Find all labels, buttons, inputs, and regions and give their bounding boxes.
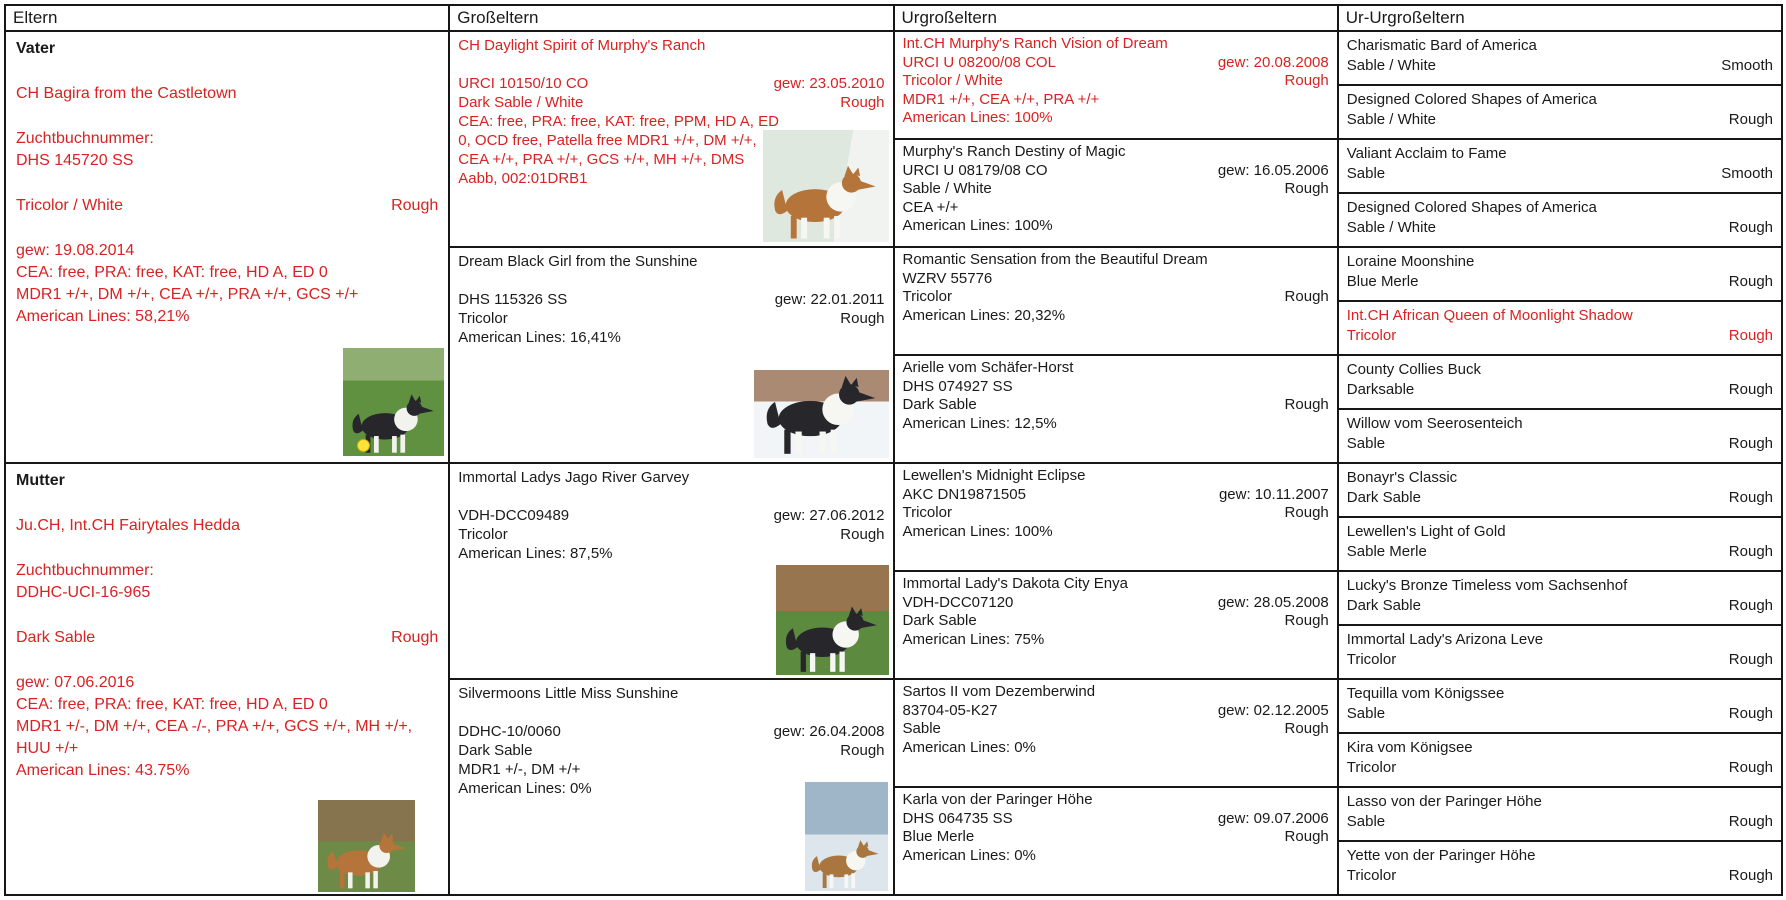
studbook-number: DHS 145720 SS: [16, 152, 134, 169]
greatgreatgrandparent-cell-3: [1339, 140, 1781, 192]
grandparent-cell-3: [450, 464, 892, 678]
birthdate: gew: 19.08.2014: [16, 242, 135, 259]
american-lines: American Lines: 0%: [902, 846, 1036, 864]
dog-name: Lewellen's Midnight Eclipse: [902, 467, 1086, 484]
coat-type: Rough: [840, 310, 885, 327]
color: Dark Sable: [458, 742, 533, 759]
coat-type: Rough: [1728, 381, 1773, 398]
dog-name: Lewellen's Light of Gold: [1346, 523, 1506, 540]
greatgreatgrandparent-cell-1: [1339, 32, 1781, 84]
greatgreatgrandparent-cell-16: [1339, 842, 1781, 894]
health-tests: MDR1 +/+, CEA +/+, PRA +/+: [902, 90, 1100, 108]
grandparent-cell-4: [450, 680, 892, 894]
greatgrandparent-cell-4: [895, 356, 1337, 462]
color: Blue Merle: [1346, 273, 1419, 290]
color: Dark Sable: [902, 612, 977, 629]
color: Tricolor: [458, 526, 508, 543]
dog-name: Immortal Lady's Arizona Leve: [1346, 631, 1544, 648]
coat-type: Rough: [1728, 219, 1773, 236]
color: Tricolor: [458, 310, 508, 327]
dog-name: Kira vom Königsee: [1346, 739, 1473, 756]
coat-type: Rough: [1728, 705, 1773, 722]
dog-name: Lasso von der Paringer Höhe: [1346, 793, 1542, 810]
column-header-eltern: Eltern: [6, 6, 448, 30]
dog-name: Sartos II vom Dezemberwind: [902, 683, 1096, 700]
american-lines: American Lines: 100%: [902, 217, 1053, 234]
registration-number: VDH-DCC07120: [902, 593, 1014, 611]
greatgreatgrandparent-cell-11: [1339, 572, 1781, 624]
greatgrandparent-cell-5: [895, 464, 1337, 570]
coat-type: Rough: [1728, 273, 1773, 290]
health-tests: CEA: free, PRA: free, KAT: free, HD A, ED 0: [16, 696, 328, 713]
dog-name: Karla von der Paringer Höhe: [902, 791, 1093, 808]
father-photo: [343, 348, 444, 456]
color: Tricolor: [902, 504, 952, 521]
greatgreatgrandparent-cell-5: [1339, 248, 1781, 300]
greatgreatgrandparent-cell-2: [1339, 86, 1781, 138]
coat-type: Rough: [1728, 813, 1773, 830]
collie-dog-icon: [762, 374, 881, 456]
greatgreatgrandparent-cell-13: [1339, 680, 1781, 732]
greatgrandparent-cell-2: [895, 140, 1337, 246]
dog-name: Immortal Ladys Jago River Garvey: [458, 469, 690, 486]
color: Sable: [1346, 705, 1386, 722]
american-lines: American Lines: 58,21%: [16, 308, 190, 325]
american-lines: American Lines: 100%: [902, 522, 1053, 540]
color: Blue Merle: [902, 828, 975, 845]
registration-number: VDH-DCC09489: [458, 507, 570, 524]
registration-number: DDHC-10/0060: [458, 723, 561, 740]
color: Sable: [1346, 165, 1386, 182]
coat-type: Smooth: [1721, 165, 1773, 182]
birthdate: gew: 02.12.2005: [1217, 701, 1329, 719]
dog-name: Murphy's Ranch Destiny of Magic: [902, 143, 1126, 160]
pedigree-table: [4, 4, 1783, 896]
american-lines: American Lines: 16,41%: [458, 329, 621, 346]
dog-name: County Collies Buck: [1346, 361, 1481, 378]
grandparent-cell-1: [450, 32, 892, 246]
coat-type: Rough: [840, 526, 885, 543]
american-lines: American Lines: 75%: [902, 630, 1045, 648]
color: Tricolor: [1346, 327, 1397, 344]
greatgreatgrandparent-cell-6: [1339, 302, 1781, 354]
american-lines: American Lines: 100%: [902, 109, 1053, 126]
color: Tricolor / White: [902, 72, 1003, 89]
collie-dog-icon: [782, 605, 881, 673]
greatgrandparent-cell-8: [895, 788, 1337, 894]
dog-name: Designed Colored Shapes of America: [1346, 91, 1597, 108]
american-lines: American Lines: 43.75%: [16, 762, 190, 779]
coat-type: Rough: [1284, 612, 1329, 629]
yellow-ball: [357, 439, 370, 452]
coat-type: Rough: [1728, 489, 1773, 506]
color: Sable: [1346, 813, 1386, 830]
coat-type: Rough: [1284, 720, 1329, 737]
color: Sable: [1346, 435, 1386, 452]
color: Sable / White: [1346, 111, 1436, 128]
color: Dark Sable: [1346, 489, 1421, 506]
dog-name: Silvermoons Little Miss Sunshine: [458, 685, 679, 702]
birthdate: gew: 20.08.2008: [1217, 53, 1329, 71]
coat-type: Rough: [1728, 597, 1773, 614]
studbook-label: Zuchtbuchnummer:: [16, 562, 154, 579]
dog-name: Ju.CH, Int.CH Fairytales Hedda: [16, 517, 241, 534]
coat-type: Rough: [1728, 759, 1773, 776]
coat-type: Rough: [1284, 396, 1329, 413]
birthdate: gew: 23.05.2010: [773, 75, 885, 92]
coat-type: Rough: [1728, 327, 1773, 344]
coat-type: Rough: [1284, 504, 1329, 521]
relation-label: Vater: [16, 40, 56, 57]
color: Sable / White: [1346, 219, 1436, 236]
column-header-urgrosseltern: Urgroßeltern: [895, 6, 1337, 30]
studbook-label: Zuchtbuchnummer:: [16, 130, 154, 147]
color: Dark Sable: [1346, 597, 1421, 614]
mother-photo: [318, 800, 415, 892]
column-header-grosseltern: Großeltern: [450, 6, 892, 30]
grandfather-photo: [763, 130, 889, 242]
color: Dark Sable / White: [458, 94, 584, 111]
dog-name: Romantic Sensation from the Beautiful Dream: [902, 251, 1208, 268]
coat-type: Rough: [391, 629, 439, 646]
dog-name: Dream Black Girl from the Sunshine: [458, 253, 698, 270]
birthdate: gew: 28.05.2008: [1217, 593, 1329, 611]
relation-label: Mutter: [16, 472, 65, 489]
dog-name: Loraine Moonshine: [1346, 253, 1475, 270]
color: Dark Sable: [902, 396, 977, 413]
health-tests: CEA: free, PRA: free, KAT: free, HD A, ED 0: [16, 264, 328, 281]
birthdate: gew: 22.01.2011: [774, 291, 885, 308]
mother-cell: [6, 464, 448, 894]
coat-type: Rough: [1728, 435, 1773, 452]
registration-number: 83704-05-K27: [902, 701, 998, 719]
collie-dog-icon: [809, 839, 882, 889]
health-tests: MDR1 +/-, DM +/+, CEA -/-, PRA +/+, GCS +/+, MH +/+, HUU +/+: [16, 718, 413, 757]
greatgrandparent-cell-1: [895, 32, 1337, 138]
registration-number: AKC DN19871505: [902, 485, 1026, 503]
american-lines: American Lines: 0%: [458, 780, 592, 797]
dog-name: Yette von der Paringer Höhe: [1346, 847, 1536, 864]
greatgreatgrandparent-cell-4: [1339, 194, 1781, 246]
color: Tricolor: [1346, 651, 1397, 668]
coat-type: Rough: [840, 742, 885, 759]
coat-type: Smooth: [1721, 57, 1773, 74]
birthdate: gew: 07.06.2016: [16, 674, 135, 691]
grandmother-photo: [754, 370, 889, 458]
registration-number: DHS 064735 SS: [902, 809, 1013, 827]
dog-name: CH Daylight Spirit of Murphy's Ranch: [458, 37, 706, 54]
registration-number: URCI U 08200/08 COL: [902, 53, 1056, 71]
greatgreatgrandparent-cell-10: [1339, 518, 1781, 570]
registration-number: URCI U 08179/08 CO: [902, 161, 1048, 179]
greatgreatgrandparent-cell-12: [1339, 626, 1781, 678]
grandparent-cell-2: [450, 248, 892, 462]
collie-dog-icon: [770, 164, 881, 240]
father-cell: [6, 32, 448, 462]
american-lines: American Lines: 20,32%: [902, 306, 1066, 324]
color: Dark Sable: [16, 629, 96, 646]
greatgreatgrandparent-cell-14: [1339, 734, 1781, 786]
dog-name: Bonayr's Classic: [1346, 469, 1458, 486]
greatgreatgrandparent-cell-15: [1339, 788, 1781, 840]
coat-type: Rough: [840, 94, 885, 111]
coat-type: Rough: [1284, 180, 1329, 197]
dog-name: Charismatic Bard of America: [1346, 37, 1537, 54]
color: Tricolor: [902, 288, 952, 305]
coat-type: Rough: [1284, 72, 1329, 89]
registration-number: URCI 10150/10 CO: [458, 75, 589, 92]
american-lines: American Lines: 0%: [902, 738, 1036, 756]
dog-name: Designed Colored Shapes of America: [1346, 199, 1597, 216]
grandmother-photo: [805, 782, 888, 891]
birthdate: gew: 09.07.2006: [1217, 809, 1329, 827]
dog-name: CH Bagira from the Castletown: [16, 85, 237, 102]
dog-name: Int.CH Murphy's Ranch Vision of Dream: [902, 35, 1168, 52]
coat-type: Rough: [1728, 543, 1773, 560]
birthdate: gew: 26.04.2008: [773, 723, 885, 740]
color: Tricolor: [1346, 867, 1397, 884]
registration-number: DHS 074927 SS: [902, 377, 1013, 395]
dog-name: Immortal Lady's Dakota City Enya: [902, 575, 1128, 592]
greatgreatgrandparent-cell-7: [1339, 356, 1781, 408]
coat-type: Rough: [391, 197, 439, 214]
birthdate: gew: 16.05.2006: [1217, 161, 1329, 179]
dog-name: Int.CH African Queen of Moonlight Shadow: [1346, 307, 1633, 324]
coat-type: Rough: [1728, 867, 1773, 884]
column-header-ururgrosseltern: Ur-Urgroßeltern: [1339, 6, 1781, 30]
dog-name: Willow vom Seerosenteich: [1346, 415, 1523, 432]
greatgrandparent-cell-3: [895, 248, 1337, 354]
color: Darksable: [1346, 381, 1415, 398]
color: Sable / White: [902, 180, 992, 197]
coat-type: Rough: [1284, 828, 1329, 845]
color: Tricolor / White: [16, 197, 123, 214]
dog-name: Valiant Acclaim to Fame: [1346, 145, 1507, 162]
health-tests: CEA: free, PRA: free, KAT: free, PPM, HD A, ED 0, OCD free, Patella free MDR1 +/+, DM +/+, CEA +/+, PRA +/+, GCS +/+, MH +/+, DMS Aabb, 002:01DRB1: [458, 113, 779, 187]
coat-type: Rough: [1728, 651, 1773, 668]
color: Sable: [902, 720, 941, 737]
registration-number: WZRV 55776: [902, 269, 993, 287]
coat-type: Rough: [1284, 288, 1329, 305]
american-lines: American Lines: 12,5%: [902, 414, 1057, 432]
color: Sable Merle: [1346, 543, 1427, 560]
dog-name: Tequilla vom Königssee: [1346, 685, 1505, 702]
dog-name: Arielle vom Schäfer-Horst: [902, 359, 1074, 376]
studbook-number: DDHC-UCI-16-965: [16, 584, 151, 601]
health-tests: MDR1 +/-, DM +/+: [458, 761, 581, 778]
greatgreatgrandparent-cell-9: [1339, 464, 1781, 516]
birthdate: gew: 10.11.2007: [1218, 485, 1329, 503]
coat-type: Rough: [1728, 111, 1773, 128]
greatgreatgrandparent-cell-8: [1339, 410, 1781, 462]
greatgrandparent-cell-6: [895, 572, 1337, 678]
birthdate: gew: 27.06.2012: [773, 507, 885, 524]
registration-number: DHS 115326 SS: [458, 291, 568, 308]
health-tests: CEA +/+: [902, 198, 959, 216]
dog-name: Lucky's Bronze Timeless vom Sachsenhof: [1346, 577, 1628, 594]
grandfather-photo: [776, 565, 889, 675]
color: Sable / White: [1346, 57, 1436, 74]
american-lines: American Lines: 87,5%: [458, 545, 613, 562]
health-tests: MDR1 +/+, DM +/+, CEA +/+, PRA +/+, GCS +/+: [16, 286, 359, 303]
collie-dog-icon: [324, 831, 409, 890]
color: Tricolor: [1346, 759, 1397, 776]
greatgrandparent-cell-7: [895, 680, 1337, 786]
